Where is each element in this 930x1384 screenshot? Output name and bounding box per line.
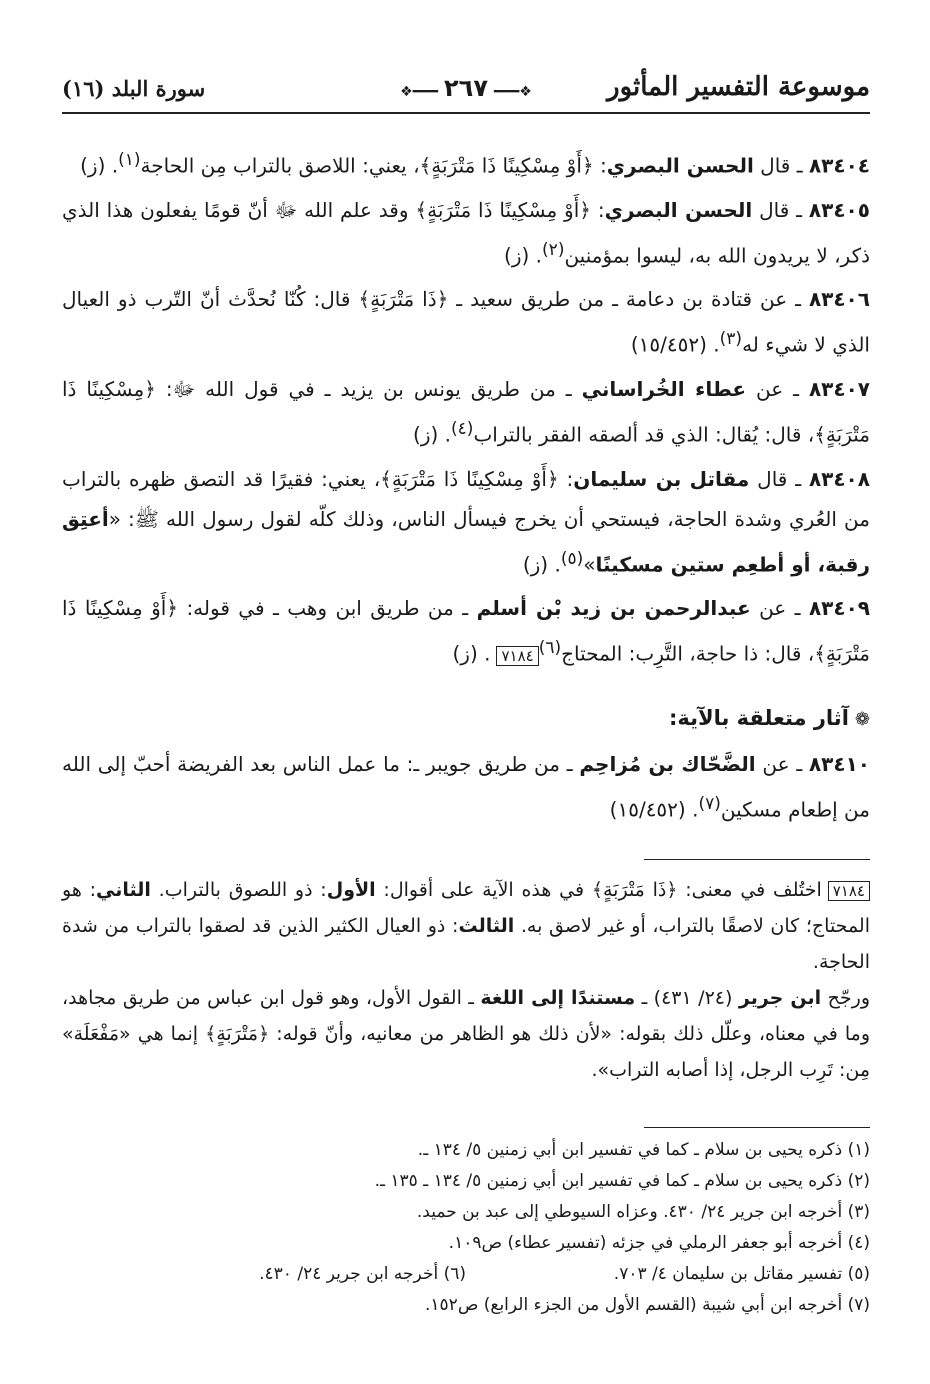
entry-tail: . (ز) bbox=[504, 243, 543, 268]
entry-text: ، يعني: فقيرًا قد التصق ظهره بالتراب من العُري وشدة الحاجة، فيستحي أن يخرج فيسأل الناس، وذلك كلّه لقول رسول الله ﷺ: « bbox=[62, 466, 870, 531]
entry-83407 bbox=[62, 369, 870, 455]
flower-icon: ❁ bbox=[854, 708, 870, 730]
note-text: في هذه الآية على أقوال: bbox=[375, 879, 592, 901]
entry-mid: : bbox=[558, 466, 574, 491]
entry-number: ٨٣٤٠٩ bbox=[808, 596, 870, 621]
quran-ayah: ﴿مَتْرَبَةٍ﴾ bbox=[205, 1023, 270, 1045]
quran-ayah: ﴿ذَا مَتْرَبَةٍ﴾ bbox=[591, 879, 678, 901]
footnotes bbox=[62, 1135, 870, 1321]
entry-83409 bbox=[62, 588, 870, 674]
note-paragraph-1 bbox=[62, 872, 870, 980]
section-heading bbox=[62, 698, 870, 740]
footnote-3: (٣) أخرجه ابن جرير ٢٤/ ٤٣٠. وعزاه السيوطي إلى عبد بن حميد. bbox=[416, 1202, 870, 1222]
book-title: موسوعة التفسير المأثور bbox=[607, 72, 870, 102]
entry-tail: . (ز) bbox=[522, 552, 561, 577]
note-text: اختُلف في معنى: bbox=[677, 879, 822, 901]
entry-lead: ـ عن قتادة بن دعامة ـ من طريق سعيد ـ bbox=[448, 287, 809, 312]
entry-text: ، قال: ذا حاجة، التَّرِب: المحتاج bbox=[561, 641, 815, 666]
entry-tail: . (١٥/٤٥٢) bbox=[630, 332, 720, 357]
narrator-name: الحسن البصري bbox=[606, 153, 754, 178]
entry-tail: . (ز) bbox=[80, 153, 119, 178]
note-box-number: ٧١٨٤ bbox=[828, 881, 870, 901]
ornament-icon: ❖━━━ bbox=[493, 84, 532, 100]
footnote-separator bbox=[644, 1127, 870, 1128]
quran-ayah: ﴿ذَا مَتْرَبَةٍ﴾ bbox=[358, 287, 449, 312]
entry-lead: ـ عن bbox=[750, 596, 809, 621]
footnote-2: (٢) ذكره يحيى بن سلام ـ كما في تفسير ابن أبي زمنين ٥/ ١٣٤ ـ ١٣٥ ـ. bbox=[374, 1171, 870, 1191]
footnote-5: (٥) تفسير مقاتل بن سليمان ٤/ ٧٠٣. bbox=[613, 1264, 870, 1284]
note-text: : هو المحتاج؛ كان لاصقًا بالتراب، أو غير لاصق به. bbox=[62, 879, 871, 937]
commentary-note bbox=[62, 872, 870, 1088]
note-text: (٢٤/ ٤٣١) ـ bbox=[635, 987, 739, 1009]
footnote-ref[interactable]: (١) bbox=[118, 150, 141, 170]
page-number bbox=[394, 74, 538, 102]
quran-ayah: ﴿أَوْ مِسْكِينًا ذَا مَتْرَبَةٍ﴾ bbox=[419, 153, 594, 178]
entry-text-end: » bbox=[583, 552, 596, 577]
entry-mid: ـ من طريق يونس بن يزيد ـ في قول الله ﷻ: bbox=[155, 376, 582, 401]
entry-text: قال: كُنّا نُحدَّث أنّ التّرب ذو العيال الذي لا شيء له bbox=[62, 287, 870, 357]
entry-text: ـ من طريق جويبر ـ: ما عمل الناس بعد الفريضة أحبّ إلى الله من إطعام مسكين bbox=[62, 751, 870, 822]
note-separator bbox=[644, 859, 870, 860]
entry-83404 bbox=[62, 140, 870, 186]
note-box-ref[interactable]: ٧١٨٤ bbox=[496, 646, 538, 666]
entry-83410 bbox=[62, 744, 870, 830]
basis-label: مستندًا إلى اللغة bbox=[480, 987, 636, 1009]
ornament-icon: ━━━❖ bbox=[400, 84, 439, 100]
entry-number: ٨٣٤١٠ bbox=[808, 751, 870, 776]
note-text: ـ القول الأول، وهو قول ابن عباس من طريق مجاهد، وما في معناه، وعلّل ذلك بقوله: «لأن ذلك هو الظاهر من معانيه، وأنّ قوله: bbox=[62, 987, 870, 1045]
entry-number: ٨٣٤٠٥ bbox=[808, 197, 870, 222]
entry-tail: . (ز) bbox=[413, 422, 452, 447]
entry-number: ٨٣٤٠٤ bbox=[808, 153, 870, 178]
opinion-label: الثالث bbox=[458, 915, 515, 937]
footnote-ref[interactable]: (٢) bbox=[542, 239, 565, 260]
quran-ayah: ﴿أَوْ مِسْكِينًا ذَا مَتْرَبَةٍ﴾ bbox=[62, 596, 870, 666]
footnote-4: (٤) أخرجه أبو جعفر الرملي في جزئه (تفسير عطاء) ص١٠٩. bbox=[448, 1233, 870, 1253]
entry-lead: ـ قال bbox=[753, 153, 809, 178]
entry-number: ٨٣٤٠٧ bbox=[808, 376, 871, 401]
footnote-ref[interactable]: (٥) bbox=[560, 548, 584, 569]
footnote-ref[interactable]: (٣) bbox=[719, 329, 743, 350]
quran-ayah: ﴿مِسْكِينًا ذَا مَتْرَبَةٍ﴾ bbox=[62, 376, 870, 447]
entry-83408 bbox=[62, 459, 870, 585]
footnote-ref[interactable]: (٦) bbox=[538, 638, 562, 659]
entry-tail: . (ز) bbox=[452, 641, 491, 666]
main-text bbox=[62, 140, 870, 834]
entry-number: ٨٣٤٠٨ bbox=[808, 466, 870, 491]
entry-number: ٨٣٤٠٦ bbox=[808, 287, 870, 312]
footnote-ref[interactable]: (٧) bbox=[698, 793, 721, 814]
note-text: إنما هي «مَفْعَلَة» مِن: تَرِب الرجل، إذا أصابه التراب». bbox=[62, 1023, 870, 1081]
entry-lead: ـ قال bbox=[752, 197, 809, 222]
entry-83405 bbox=[62, 190, 870, 276]
scholar-name: ابن جرير bbox=[738, 987, 822, 1009]
note-text: ورجّح bbox=[821, 987, 870, 1009]
entry-mid: ـ من طريق ابن وهب ـ في قوله: bbox=[178, 596, 477, 621]
entry-text: وقد علم الله ﷻ أنّ قومًا يفعلون هذا الذي ذكر، لا يريدون الله به، ليسوا بمؤمنين bbox=[62, 197, 870, 268]
narrator-name: عطاء الخُراساني bbox=[581, 376, 747, 401]
page-header bbox=[62, 68, 870, 114]
narrator-name: الحسن البصري bbox=[604, 197, 753, 222]
entry-mid: : bbox=[590, 197, 605, 222]
entry-tail: . (١٥/٤٥٢) bbox=[609, 797, 699, 822]
surah-title: سورة البلد (١٦) bbox=[62, 76, 206, 101]
entry-lead: ـ عن bbox=[755, 751, 809, 776]
footnote-6: (٦) أخرجه ابن جرير ٢٤/ ٤٣٠. bbox=[259, 1264, 466, 1284]
narrator-name: عبدالرحمن بن زيد بْن أسلم bbox=[476, 596, 751, 621]
entry-lead: ـ قال bbox=[749, 466, 809, 491]
quran-ayah: ﴿أَوْ مِسْكِينًا ذَا مَتْرَبَةٍ﴾ bbox=[415, 197, 591, 222]
quran-ayah: ﴿أَوْ مِسْكِينًا ذَا مَتْرَبَةٍ﴾ bbox=[380, 466, 559, 491]
footnote-1: (١) ذكره يحيى بن سلام ـ كما في تفسير ابن أبي زمنين ٥/ ١٣٤ ـ. bbox=[417, 1140, 870, 1160]
entry-text: ، قال: يُقال: الذي قد ألصقه الفقر بالتراب bbox=[473, 422, 815, 447]
narrator-name: الضَّحّاك بن مُزاحِم bbox=[579, 751, 756, 776]
entry-text: ، يعني: اللاصق بالتراب مِن الحاجة bbox=[140, 153, 420, 178]
opinion-label: الأول bbox=[326, 879, 376, 901]
entry-lead: ـ عن bbox=[746, 376, 809, 401]
page-number-value: ٢٦٧ bbox=[444, 74, 488, 102]
note-text: : ذو العيال الكثير الذين قد لصقوا بالتراب من شدة الحاجة. bbox=[62, 915, 870, 973]
footnote-7: (٧) أخرجه ابن أبي شيبة (القسم الأول من الجزء الرابع) ص١٥٢. bbox=[425, 1295, 870, 1315]
narrator-name: مقاتل بن سليمان bbox=[573, 466, 750, 491]
entry-83406 bbox=[62, 279, 870, 365]
note-text: : ذو اللصوق بالتراب. bbox=[150, 879, 327, 901]
entry-mid: : bbox=[593, 153, 607, 178]
hadith-text: أعتِق رقبة، أو أطعِم ستين مسكينًا bbox=[62, 506, 870, 577]
note-paragraph-2 bbox=[62, 980, 870, 1088]
footnote-ref[interactable]: (٤) bbox=[451, 418, 474, 439]
footnote-row bbox=[62, 1259, 870, 1290]
opinion-label: الثاني bbox=[96, 879, 151, 901]
section-title: آثار متعلقة بالآية: bbox=[668, 705, 849, 730]
